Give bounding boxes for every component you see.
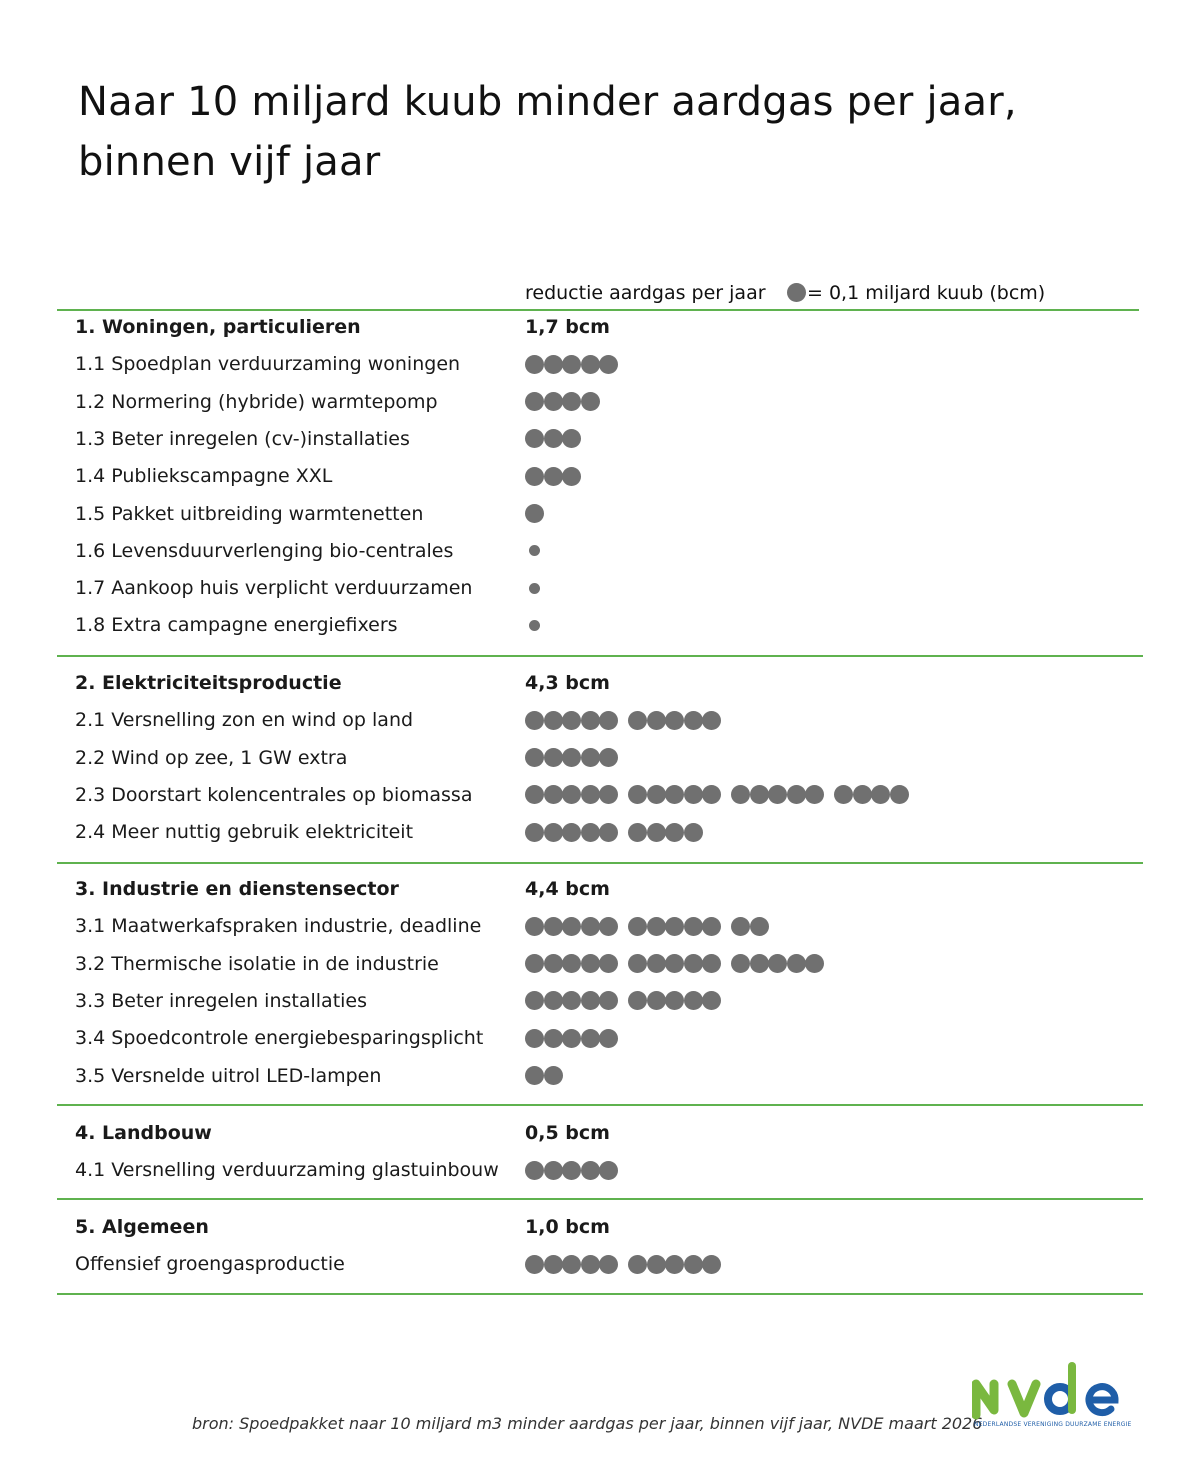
value-dot	[581, 1161, 600, 1180]
dot-row	[525, 710, 945, 730]
measure-label: 3.3 Beter inregelen installaties	[75, 989, 368, 1012]
value-dot	[562, 917, 581, 936]
value-dot	[581, 392, 600, 411]
section-divider	[57, 1293, 1143, 1295]
value-dot	[702, 1255, 721, 1274]
value-dot	[684, 711, 703, 730]
value-dot	[581, 355, 600, 374]
value-dot	[544, 1066, 563, 1085]
dot-row	[525, 991, 945, 1011]
measure-label: 2.3 Doorstart kolencentrales op biomassa	[75, 783, 473, 806]
value-dot	[665, 917, 684, 936]
small-dot	[529, 545, 540, 556]
value-dot	[684, 917, 703, 936]
value-dot	[525, 392, 544, 411]
dot-row	[525, 429, 945, 449]
value-dot	[544, 991, 563, 1010]
value-dot	[599, 991, 618, 1010]
value-dot	[581, 748, 600, 767]
value-dot	[562, 954, 581, 973]
value-dot	[665, 991, 684, 1010]
value-dot	[581, 823, 600, 842]
value-dot	[525, 504, 544, 523]
value-dot	[581, 917, 600, 936]
value-dot	[525, 1029, 544, 1048]
value-dot	[702, 954, 721, 973]
value-dot	[805, 954, 824, 973]
dot-row	[525, 504, 945, 524]
measure-label: 1.6 Levensduurverlenging bio-centrales	[75, 539, 454, 562]
section-total: 1,0 bcm	[525, 1216, 610, 1238]
value-dot	[628, 1255, 647, 1274]
dot-row	[525, 1028, 945, 1048]
value-dot	[599, 1255, 618, 1274]
value-dot	[787, 785, 806, 804]
value-dot	[562, 1029, 581, 1048]
value-dot	[562, 823, 581, 842]
measure-label: 1.1 Spoedplan verduurzaming woningen	[75, 353, 461, 376]
section-divider	[57, 1104, 1143, 1106]
dot-row	[525, 916, 945, 936]
value-dot	[787, 954, 806, 973]
value-dot	[628, 785, 647, 804]
value-dot	[525, 429, 544, 448]
dot-row	[525, 392, 945, 412]
value-dot	[525, 467, 544, 486]
value-dot	[647, 785, 666, 804]
value-dot	[544, 1255, 563, 1274]
dot-row	[525, 578, 945, 598]
measure-label: Offensief groengasproductie	[75, 1253, 345, 1276]
measure-label: 1.3 Beter inregelen (cv-)installaties	[75, 427, 410, 450]
value-dot	[544, 785, 563, 804]
value-dot	[834, 785, 853, 804]
dot-row	[525, 1160, 945, 1180]
value-dot	[647, 1255, 666, 1274]
dot-row	[525, 1066, 945, 1086]
dot-row	[525, 954, 945, 974]
value-dot	[562, 785, 581, 804]
section-total: 1,7 bcm	[525, 316, 610, 338]
value-dot	[750, 785, 769, 804]
value-dot	[628, 991, 647, 1010]
value-dot	[702, 785, 721, 804]
measure-label: 2.1 Versnelling zon en wind op land	[75, 709, 414, 732]
value-dot	[750, 917, 769, 936]
value-dot	[768, 785, 787, 804]
value-dot	[805, 785, 824, 804]
dot-row	[525, 822, 945, 842]
value-dot	[665, 1255, 684, 1274]
value-dot	[525, 1066, 544, 1085]
measure-label: 3.1 Maatwerkafspraken industrie, deadline	[75, 915, 482, 938]
value-dot	[702, 711, 721, 730]
value-dot	[562, 429, 581, 448]
value-dot	[750, 954, 769, 973]
value-dot	[544, 1161, 563, 1180]
value-dot	[702, 991, 721, 1010]
logo-subtitle: NEDERLANDSE VERENIGING DUURZAME ENERGIE	[974, 1421, 1132, 1428]
value-dot	[731, 954, 750, 973]
measure-label: 1.8 Extra campagne energiefixers	[75, 614, 398, 637]
value-dot	[768, 954, 787, 973]
value-dot	[684, 954, 703, 973]
value-dot	[599, 355, 618, 374]
measure-label: 1.2 Normering (hybride) warmtepomp	[75, 390, 438, 413]
value-dot	[647, 991, 666, 1010]
dot-row	[525, 1254, 945, 1274]
measure-label: 2.2 Wind op zee, 1 GW extra	[75, 746, 348, 769]
value-dot	[599, 1161, 618, 1180]
value-dot	[665, 823, 684, 842]
value-dot	[599, 1029, 618, 1048]
value-dot	[544, 429, 563, 448]
value-dot	[544, 711, 563, 730]
value-dot	[890, 785, 909, 804]
section-heading: 3. Industrie en dienstensector	[75, 878, 399, 900]
value-dot	[599, 954, 618, 973]
value-dot	[684, 1255, 703, 1274]
section-heading: 5. Algemeen	[75, 1216, 209, 1238]
section-total: 4,4 bcm	[525, 878, 610, 900]
value-dot	[544, 467, 563, 486]
value-dot	[599, 917, 618, 936]
measure-label: 3.4 Spoedcontrole energiebesparingsplicht	[75, 1027, 484, 1050]
value-dot	[544, 954, 563, 973]
value-dot	[599, 748, 618, 767]
value-dot	[702, 917, 721, 936]
section-heading: 4. Landbouw	[75, 1122, 212, 1144]
value-dot	[665, 785, 684, 804]
value-dot	[853, 785, 872, 804]
dot-row	[525, 785, 945, 805]
dot-row	[525, 354, 945, 374]
value-dot	[647, 917, 666, 936]
value-dot	[544, 823, 563, 842]
value-dot	[562, 748, 581, 767]
value-dot	[684, 991, 703, 1010]
value-dot	[525, 954, 544, 973]
value-dot	[544, 748, 563, 767]
value-dot	[544, 917, 563, 936]
measure-label: 2.4 Meer nuttig gebruik elektriciteit	[75, 821, 414, 844]
value-dot	[628, 954, 647, 973]
value-dot	[525, 355, 544, 374]
value-dot	[525, 711, 544, 730]
dot-row	[525, 541, 945, 561]
dot-row	[525, 466, 945, 486]
value-dot	[562, 392, 581, 411]
value-dot	[628, 823, 647, 842]
dot-row	[525, 615, 945, 635]
section-divider	[57, 1198, 1143, 1200]
value-dot	[544, 392, 563, 411]
source-note: bron: Spoedpakket naar 10 miljard m3 minder aardgas per jaar, binnen vijf jaar, NVDE maart 2026	[192, 1414, 983, 1433]
measure-label: 1.5 Pakket uitbreiding warmtenetten	[75, 502, 424, 525]
value-dot	[525, 823, 544, 842]
chart-title-line-2: binnen vijf jaar	[78, 139, 381, 185]
section-total: 0,5 bcm	[525, 1122, 610, 1144]
value-dot	[525, 917, 544, 936]
measure-label: 1.4 Publiekscampagne XXL	[75, 465, 333, 488]
value-dot	[665, 954, 684, 973]
value-dot	[562, 711, 581, 730]
value-dot	[628, 711, 647, 730]
legend-dot-icon	[787, 283, 806, 302]
dot-row	[525, 748, 945, 768]
chart-title-line-1: Naar 10 miljard kuub minder aardgas per jaar,	[78, 79, 1017, 125]
value-dot	[562, 355, 581, 374]
section-divider	[57, 655, 1143, 657]
value-dot	[562, 467, 581, 486]
value-dot	[647, 823, 666, 842]
value-dot	[581, 785, 600, 804]
value-dot	[544, 1029, 563, 1048]
measure-label: 3.5 Versnelde uitrol LED-lampen	[75, 1064, 382, 1087]
value-dot	[647, 954, 666, 973]
small-dot	[529, 583, 540, 594]
section-heading: 2. Elektriciteitsproductie	[75, 672, 342, 694]
value-dot	[525, 1161, 544, 1180]
section-divider	[57, 862, 1143, 864]
value-dot	[599, 711, 618, 730]
value-dot	[731, 785, 750, 804]
header-divider	[57, 309, 1139, 311]
value-dot	[525, 785, 544, 804]
value-dot	[581, 991, 600, 1010]
value-dot	[628, 917, 647, 936]
value-dot	[684, 785, 703, 804]
value-dot	[525, 991, 544, 1010]
section-total: 4,3 bcm	[525, 672, 610, 694]
value-dot	[581, 954, 600, 973]
value-dot	[599, 785, 618, 804]
column-header: reductie aardgas per jaar	[525, 282, 766, 304]
legend-text: = 0,1 miljard kuub (bcm)	[807, 282, 1046, 304]
value-dot	[562, 1161, 581, 1180]
value-dot	[871, 785, 890, 804]
value-dot	[684, 823, 703, 842]
value-dot	[562, 991, 581, 1010]
measure-label: 1.7 Aankoop huis verplicht verduurzamen	[75, 577, 473, 600]
measure-label: 3.2 Thermische isolatie in de industrie	[75, 952, 439, 975]
value-dot	[599, 823, 618, 842]
value-dot	[731, 917, 750, 936]
value-dot	[647, 711, 666, 730]
measure-label: 4.1 Versnelling verduurzaming glastuinbouw	[75, 1159, 499, 1182]
chart-title	[78, 72, 1118, 192]
value-dot	[581, 711, 600, 730]
value-dot	[562, 1255, 581, 1274]
section-heading: 1. Woningen, particulieren	[75, 316, 361, 338]
value-dot	[581, 1255, 600, 1274]
small-dot	[529, 620, 540, 631]
value-dot	[525, 1255, 544, 1274]
value-dot	[544, 355, 563, 374]
value-dot	[581, 1029, 600, 1048]
value-dot	[665, 711, 684, 730]
value-dot	[525, 748, 544, 767]
